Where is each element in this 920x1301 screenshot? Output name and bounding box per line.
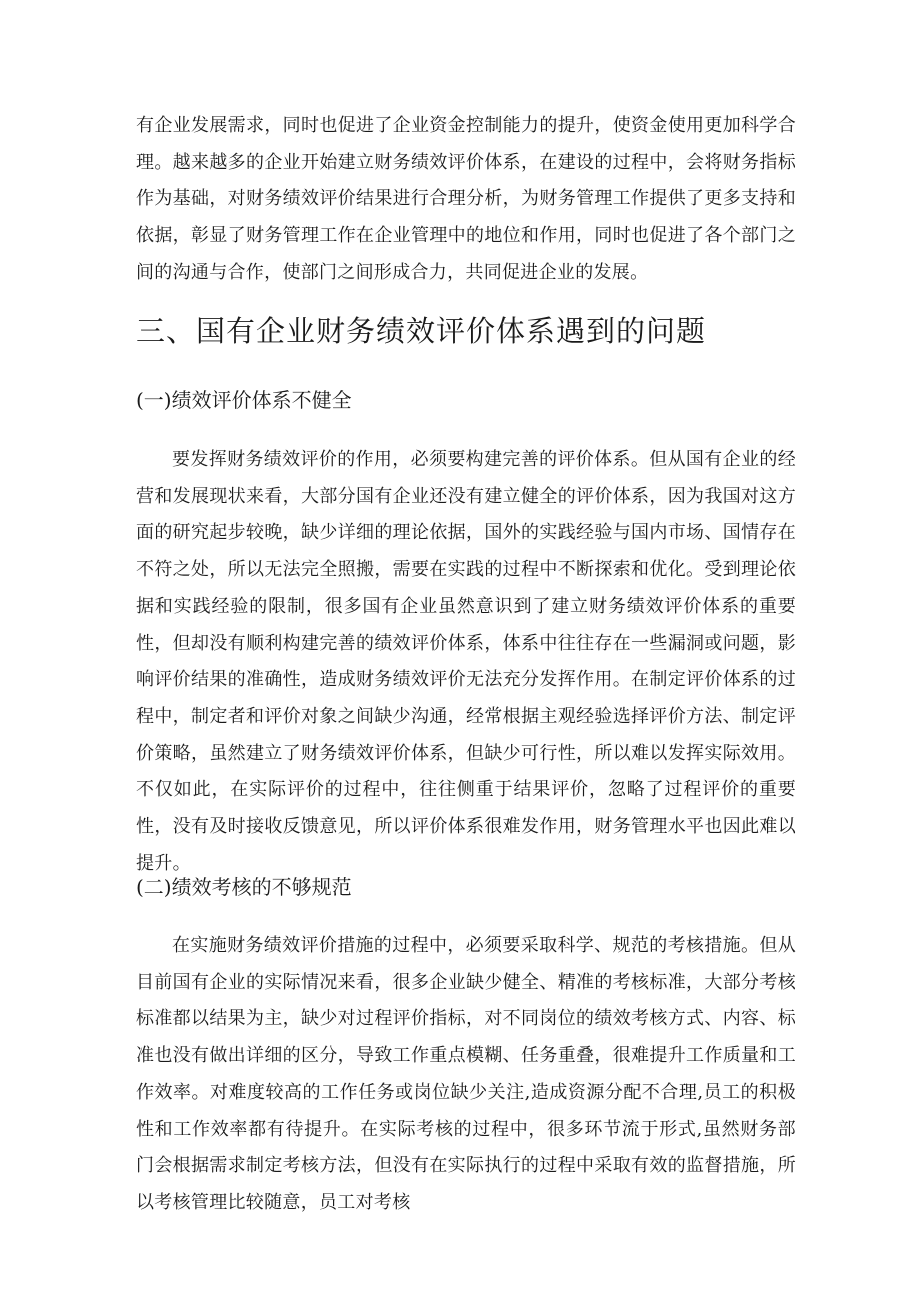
subsection-2-paragraph: 在实施财务绩效评价措施的过程中，必须要采取科学、规范的考核措施。但从目前国有企业的实际情况来看，很多企业缺少健全、精准的考核标准，大部分考核标准都以结果为主，缺少对过程评价指标，对不同岗位的绩效考核方式、内容、标准也没有做出详细的区分，导致工作重点模糊、任务重叠，很难提升工作质量和工作效率。对难度较高的工作任务或岗位缺少关注,造成资源分配不合理,员工的积极性和工作效率都有待提升。在实际考核的过程中，很多环节流于形式,虽然财务部门会根据需求制定考核方法，但没有在实际执行的过程中采取有效的监督措施，所以考核管理比较随意，员工对考核 — [136, 935, 796, 1213]
subsection-2-heading: (二)绩效考核的不够规范 — [136, 875, 352, 899]
subsection-1-paragraph: 要发挥财务绩效评价的作用，必须要构建完善的评价体系。但从国有企业的经营和发展现状来看，大部分国有企业还没有建立健全的评价体系，因为我国对这方面的研究起步较晚，缺少详细的理论依据，国外的实践经验与国内市场、国情存在不符之处，所以无法完全照搬，需要在实践的过程中不断探索和优化。受到理论依据和实践经验的限制，很多国有企业虽然意识到了建立财务绩效评价体系的重要性，但却没有顺利构建完善的绩效评价体系，体系中往往存在一些漏洞或问题，影响评价结果的准确性，造成财务绩效评价无法充分发挥作用。在制定评价体系的过程中，制定者和评价对象之间缺少沟通，经常根据主观经验选择评价方法、制定评价策略，虽然建立了财务绩效评价体系，但缺少可行性，所以难以发挥实际效用。不仅如此，在实际评价的过程中，往往侧重于结果评价，忽略了过程评价的重要性，没有及时接收反馈意见，所以评价体系很难发作用，财务管理水平也因此难以提升。 — [136, 449, 796, 874]
intro-paragraph: 有企业发展需求，同时也促进了企业资金控制能力的提升，使资金使用更加科学合理。越来越多的企业开始建立财务绩效评价体系，在建设的过程中，会将财务指标作为基础，对财务绩效评价结果进行合理分析，为财务管理工作提供了更多支持和依据，彰显了财务管理工作在企业管理中的地位和作用，同时也促进了各个部门之间的沟通与合作，使部门之间形成合力，共同促进企业的发展。 — [136, 115, 796, 283]
section-heading: 三、国有企业财务绩效评价体系遇到的问题 — [136, 314, 707, 348]
subsection-1-heading: (一)绩效评价体系不健全 — [136, 388, 352, 412]
